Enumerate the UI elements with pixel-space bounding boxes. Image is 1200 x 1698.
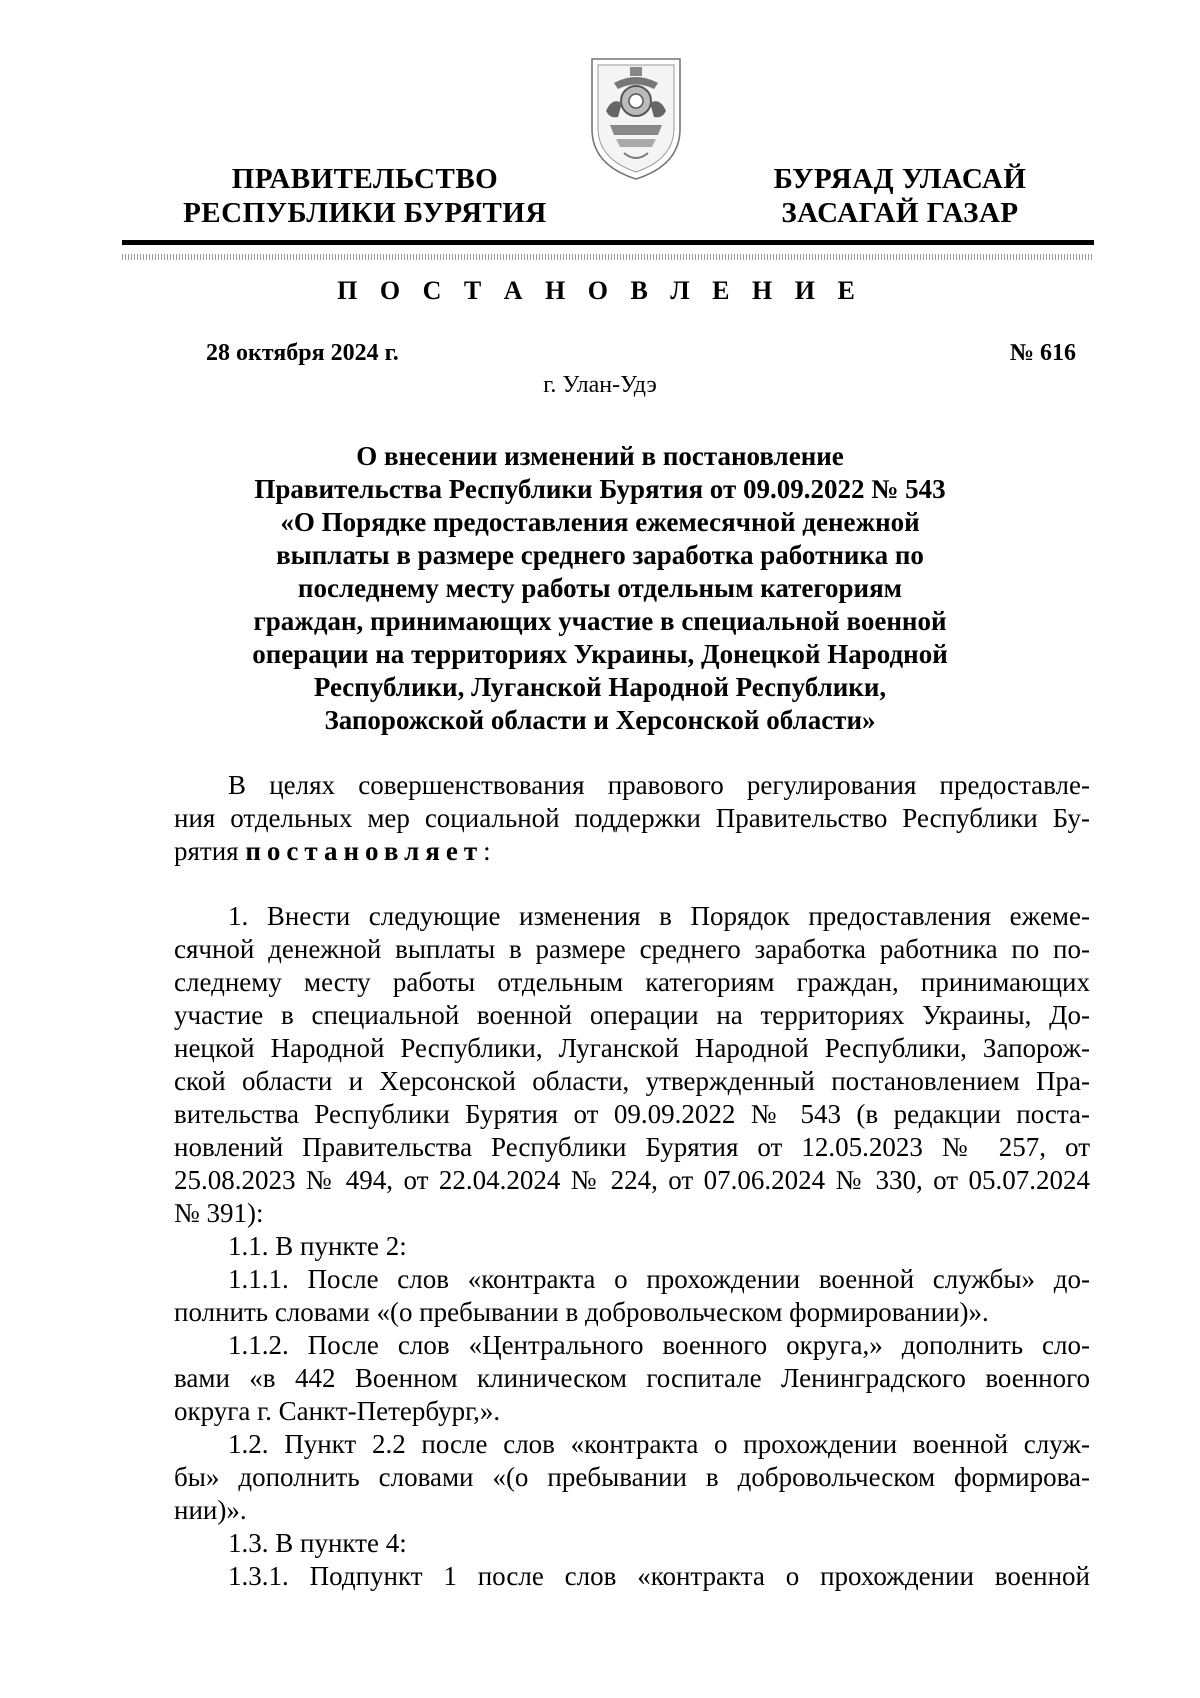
header-rule-thick xyxy=(122,240,1094,245)
body-line: № 391): xyxy=(174,1198,264,1228)
body-line: 1. Внести следующие изменения в Порядок предоставления ежеме- xyxy=(228,901,1090,931)
document-title: О внесении изменений в постановление Правительства Республики Бурятия от 09.09.2022 № 543 «О Порядке предоставления ежемесячной денежной выплаты в размере среднего заработка работника по последнему месту работы отдельным категориям граждан, принимающих участие в специальной военной операции на территориях Украины, Донецкой Народной Республики, Луганской Народной Республики, Запорожской области и Херсонской области» xyxy=(252,441,948,735)
body-line: бы» дополнить словами «(о пребывании в добровольческом формирова- xyxy=(174,1462,1090,1492)
org-name-buryat: БУРЯАД УЛАСАЙ ЗАСАГАЙ ГАЗАР xyxy=(773,163,1027,229)
coat-of-arms-icon xyxy=(588,53,684,181)
body-line: сячной денежной выплаты в размере среднего заработка работника по по- xyxy=(174,934,1090,964)
document-number: № 616 xyxy=(1009,340,1076,366)
body-line: ской области и Херсонской области, утвержденный постановлением Пра- xyxy=(174,1066,1090,1096)
body-line: новлений Правительства Республики Бурятия от 12.05.2023 № 257, от xyxy=(174,1132,1090,1162)
document-city: г. Улан-Удэ xyxy=(543,372,657,398)
preamble-last-line: рятия постановляет: xyxy=(174,836,491,866)
document-date: 28 октября 2024 г. xyxy=(206,340,399,366)
body-line: полнить словами «(о пребывании в добровольческом формировании)». xyxy=(174,1297,989,1327)
body-line: следнему месту работы отдельным категориям граждан, принимающих xyxy=(174,967,1090,997)
body-line: участие в специальной военной операции на территориях Украины, До- xyxy=(174,1000,1090,1030)
body-line: 1.3. В пункте 4: xyxy=(228,1528,407,1558)
body-line: нии)». xyxy=(174,1495,247,1525)
header-rule-thin xyxy=(122,254,1094,260)
body-line: вительства Республики Бурятия от 09.09.2022 № 543 (в редакции поста- xyxy=(174,1099,1090,1129)
body-line: 1.3.1. Подпункт 1 после слов «контракта о прохождении военной xyxy=(228,1561,1090,1591)
resolution-body xyxy=(174,900,1090,1593)
body-line: округа г. Санкт-Петербург,». xyxy=(174,1396,501,1426)
body-line: 1.2. Пункт 2.2 после слов «контракта о прохождении военной служ- xyxy=(228,1429,1090,1459)
body-line: 25.08.2023 № 494, от 22.04.2024 № 224, от 07.06.2024 № 330, от 05.07.2024 xyxy=(174,1165,1090,1195)
body-line: 1.1. В пункте 2: xyxy=(228,1231,407,1261)
preamble: В целях совершенствования правового регулирования предоставле- ния отдельных мер социальной поддержки Правительство Республики Бу- рятия постановляет: xyxy=(174,770,1090,866)
document-type: П О С Т А Н О В Л Е Н И Е xyxy=(337,276,863,305)
body-line: нецкой Народной Республики, Луганской Народной Республики, Запорож- xyxy=(174,1033,1090,1063)
body-line: вами «в 442 Военном клиническом госпитале Ленинградского военного xyxy=(174,1363,1090,1393)
resolves-word: постановляет xyxy=(245,836,484,866)
body-line: 1.1.1. После слов «контракта о прохождении военной службы» до- xyxy=(228,1264,1090,1294)
org-name-russian: ПРАВИТЕЛЬСТВО РЕСПУБЛИКИ БУРЯТИЯ xyxy=(183,163,547,229)
body-line: 1.1.2. После слов «Центрального военного округа,» дополнить сло- xyxy=(228,1330,1090,1360)
